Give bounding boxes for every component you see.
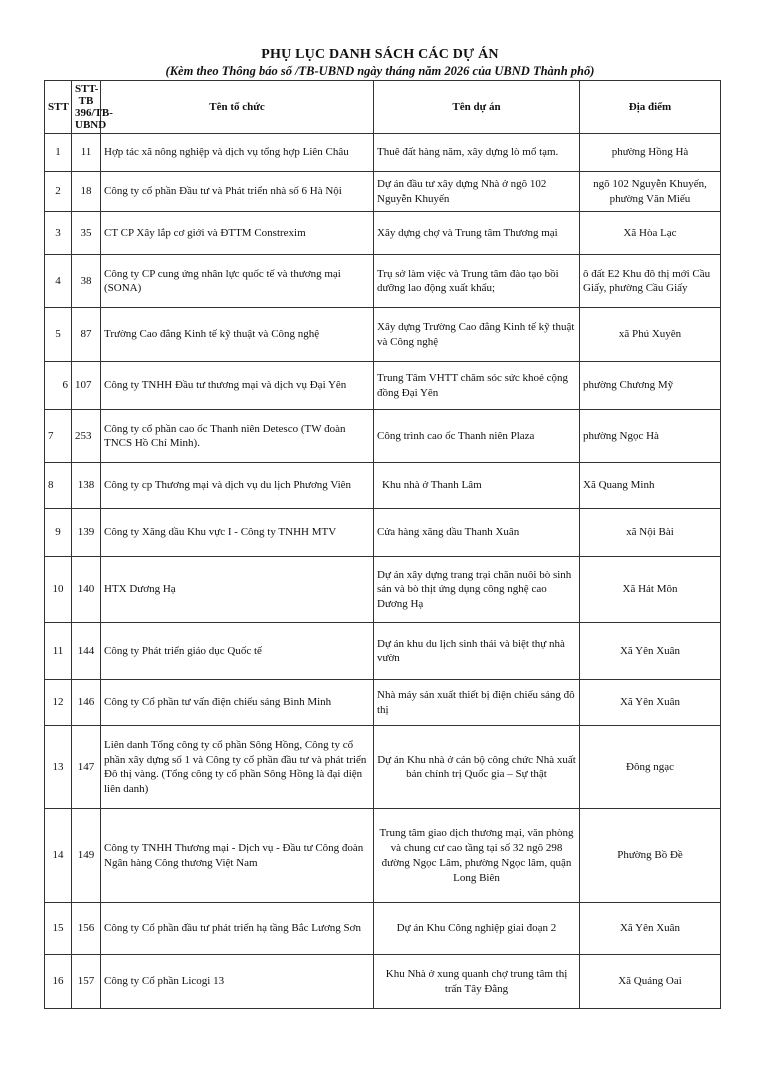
table-row (45, 557, 721, 623)
cell-project: Dự án Khu Công nghiệp giai đoạn 2 (374, 903, 580, 955)
cell-org: Công ty CP cung ứng nhân lực quốc tế và thương mại (SONA) (101, 255, 374, 308)
cell-org: Công ty Xăng dầu Khu vực I - Công ty TNHH MTV (101, 509, 374, 557)
cell-stt: 15 (45, 903, 72, 955)
cell-location: phường Hồng Hà (580, 134, 721, 172)
table-row (45, 726, 721, 809)
table-row (45, 172, 721, 212)
cell-location: xã Nội Bài (580, 509, 721, 557)
cell-org: Công ty Cổ phần đầu tư phát triển hạ tầng Bắc Lương Sơn (101, 903, 374, 955)
table-row (45, 623, 721, 680)
cell-location: Xã Yên Xuân (580, 903, 721, 955)
cell-location: xã Phú Xuyên (580, 308, 721, 362)
cell-org: Công ty TNHH Đầu tư thương mại và dịch vụ Đại Yên (101, 362, 374, 410)
table-row (45, 134, 721, 172)
cell-org: Công ty Cổ phần tư vấn điện chiếu sáng Bình Minh (101, 680, 374, 726)
cell-location: Xã Yên Xuân (580, 623, 721, 680)
cell-stt-tb: 138 (72, 463, 101, 509)
table-row (45, 212, 721, 255)
table-row (45, 255, 721, 308)
cell-org: Trường Cao đẳng Kinh tế kỹ thuật và Công nghệ (101, 308, 374, 362)
cell-stt-tb: 139 (72, 509, 101, 557)
cell-stt: 13 (45, 726, 72, 809)
document-subtitle: (Kèm theo Thông báo số /TB-UBND ngày tháng năm 2026 của UBND Thành phố) (165, 64, 595, 78)
cell-location: ngõ 102 Nguyễn Khuyến, phường Văn Miếu (580, 172, 721, 212)
cell-project: Cửa hàng xăng dầu Thanh Xuân (374, 509, 580, 557)
cell-location: Phường Bồ Đề (580, 809, 721, 903)
table-row (45, 903, 721, 955)
header-location: Địa điểm (580, 81, 721, 134)
cell-stt: 16 (45, 955, 72, 1009)
cell-project: Dự án xây dựng trang trại chăn nuôi bò sinh sản và bò thịt ứng dụng công nghệ cao Dương Hạ (374, 557, 580, 623)
cell-location: Xã Quang Minh (580, 463, 721, 509)
cell-stt: 7 (45, 410, 72, 463)
cell-stt: 12 (45, 680, 72, 726)
document-title: PHỤ LỤC DANH SÁCH CÁC DỰ ÁN (261, 47, 499, 62)
cell-stt: 9 (45, 509, 72, 557)
cell-org: Công ty cổ phần Đầu tư và Phát triển nhà số 6 Hà Nội (101, 172, 374, 212)
cell-stt-tb: 107 (72, 362, 101, 410)
header-project: Tên dự án (374, 81, 580, 134)
cell-project: Khu Nhà ở xung quanh chợ trung tâm thị trấn Tây Đằng (374, 955, 580, 1009)
cell-location: Xã Quảng Oai (580, 955, 721, 1009)
cell-project: Xây dựng chợ và Trung tâm Thương mại (374, 212, 580, 255)
cell-project: Dự án khu du lịch sinh thái và biệt thự nhà vườn (374, 623, 580, 680)
projects-table (44, 80, 721, 1009)
cell-stt: 10 (45, 557, 72, 623)
table-row (45, 809, 721, 903)
table-row (45, 509, 721, 557)
cell-stt: 11 (45, 623, 72, 680)
cell-org: Hợp tác xã nông nghiệp và dịch vụ tổng hợp Liên Châu (101, 134, 374, 172)
table-row (45, 680, 721, 726)
cell-project: Trung tâm giao dịch thương mại, văn phòng và chung cư cao tầng tại số 32 ngõ 298 đường Ngọc Lâm, phường Ngọc lâm, quận Long Biên (374, 809, 580, 903)
cell-stt: 2 (45, 172, 72, 212)
cell-location: Xã Hát Môn (580, 557, 721, 623)
header-org: Tên tổ chức (101, 81, 374, 134)
cell-stt-tb: 38 (72, 255, 101, 308)
cell-org: Công ty cp Thương mại và dịch vụ du lịch Phương Viên (101, 463, 374, 509)
cell-location: Xã Hòa Lạc (580, 212, 721, 255)
cell-stt: 4 (45, 255, 72, 308)
cell-project: Xây dựng Trường Cao đẳng Kinh tế kỹ thuật và Công nghệ (374, 308, 580, 362)
cell-org: Công ty TNHH Thương mại - Dịch vụ - Đầu tư Công đoàn Ngân hàng Công thương Việt Nam (101, 809, 374, 903)
cell-stt-tb: 147 (72, 726, 101, 809)
cell-location: phường Chương Mỹ (580, 362, 721, 410)
cell-stt: 3 (45, 212, 72, 255)
header-stt: STT (45, 81, 72, 134)
cell-stt: 6 (45, 362, 72, 410)
table-row (45, 463, 721, 509)
cell-stt: 8 (45, 463, 72, 509)
table-row (45, 410, 721, 463)
cell-stt: 5 (45, 308, 72, 362)
cell-location: ô đất E2 Khu đô thị mới Cầu Giấy, phường Cầu Giấy (580, 255, 721, 308)
cell-stt: 14 (45, 809, 72, 903)
cell-stt-tb: 18 (72, 172, 101, 212)
cell-project: Trung Tâm VHTT chăm sóc sức khoẻ cộng đồng Đại Yên (374, 362, 580, 410)
cell-stt-tb: 35 (72, 212, 101, 255)
cell-project: Dự án đầu tư xây dựng Nhà ở ngõ 102 Nguyễn Khuyến (374, 172, 580, 212)
cell-project: Dự án Khu nhà ở cán bộ công chức Nhà xuất bản chính trị Quốc gia – Sự thật (374, 726, 580, 809)
cell-stt-tb: 87 (72, 308, 101, 362)
cell-stt-tb: 146 (72, 680, 101, 726)
cell-org: Công ty cổ phần cao ốc Thanh niên Detesco (TW đoàn TNCS Hồ Chí Minh). (101, 410, 374, 463)
cell-location: Xã Yên Xuân (580, 680, 721, 726)
cell-stt-tb: 11 (72, 134, 101, 172)
cell-stt: 1 (45, 134, 72, 172)
cell-org: HTX Dương Hạ (101, 557, 374, 623)
cell-stt-tb: 156 (72, 903, 101, 955)
cell-project: Nhà máy sản xuất thiết bị điện chiếu sáng đô thị (374, 680, 580, 726)
table-row (45, 308, 721, 362)
cell-stt-tb: 157 (72, 955, 101, 1009)
table-row (45, 955, 721, 1009)
cell-project: Công trình cao ốc Thanh niên Plaza (374, 410, 580, 463)
cell-stt-tb: 149 (72, 809, 101, 903)
cell-org: Liên danh Tổng công ty cổ phần Sông Hồng, Công ty cổ phần xây dựng số 1 và Công ty cổ phần đầu tư và phát triển Đô thị vàng. (Tổng công ty cổ phần Sông Hồng là đại diện liên danh) (101, 726, 374, 809)
table-row (45, 362, 721, 410)
cell-project: Thuê đất hàng năm, xây dựng lò mổ tạm. (374, 134, 580, 172)
cell-stt-tb: 144 (72, 623, 101, 680)
cell-location: Đông ngạc (580, 726, 721, 809)
cell-org: CT CP Xây lắp cơ giới và ĐTTM Constrexim (101, 212, 374, 255)
header-stt-tb: STT-TB 396/TB-UBND (72, 81, 101, 134)
cell-location: phường Ngọc Hà (580, 410, 721, 463)
cell-org: Công ty Phát triển giáo dục Quốc tế (101, 623, 374, 680)
table-header-row (45, 81, 721, 134)
cell-project: Trụ sở làm việc và Trung tâm đào tạo bồi dưỡng lao động xuất khẩu; (374, 255, 580, 308)
cell-stt-tb: 140 (72, 557, 101, 623)
cell-project: Khu nhà ở Thanh Lâm (374, 463, 580, 509)
cell-org: Công ty Cổ phần Licogi 13 (101, 955, 374, 1009)
cell-stt-tb: 253 (72, 410, 101, 463)
